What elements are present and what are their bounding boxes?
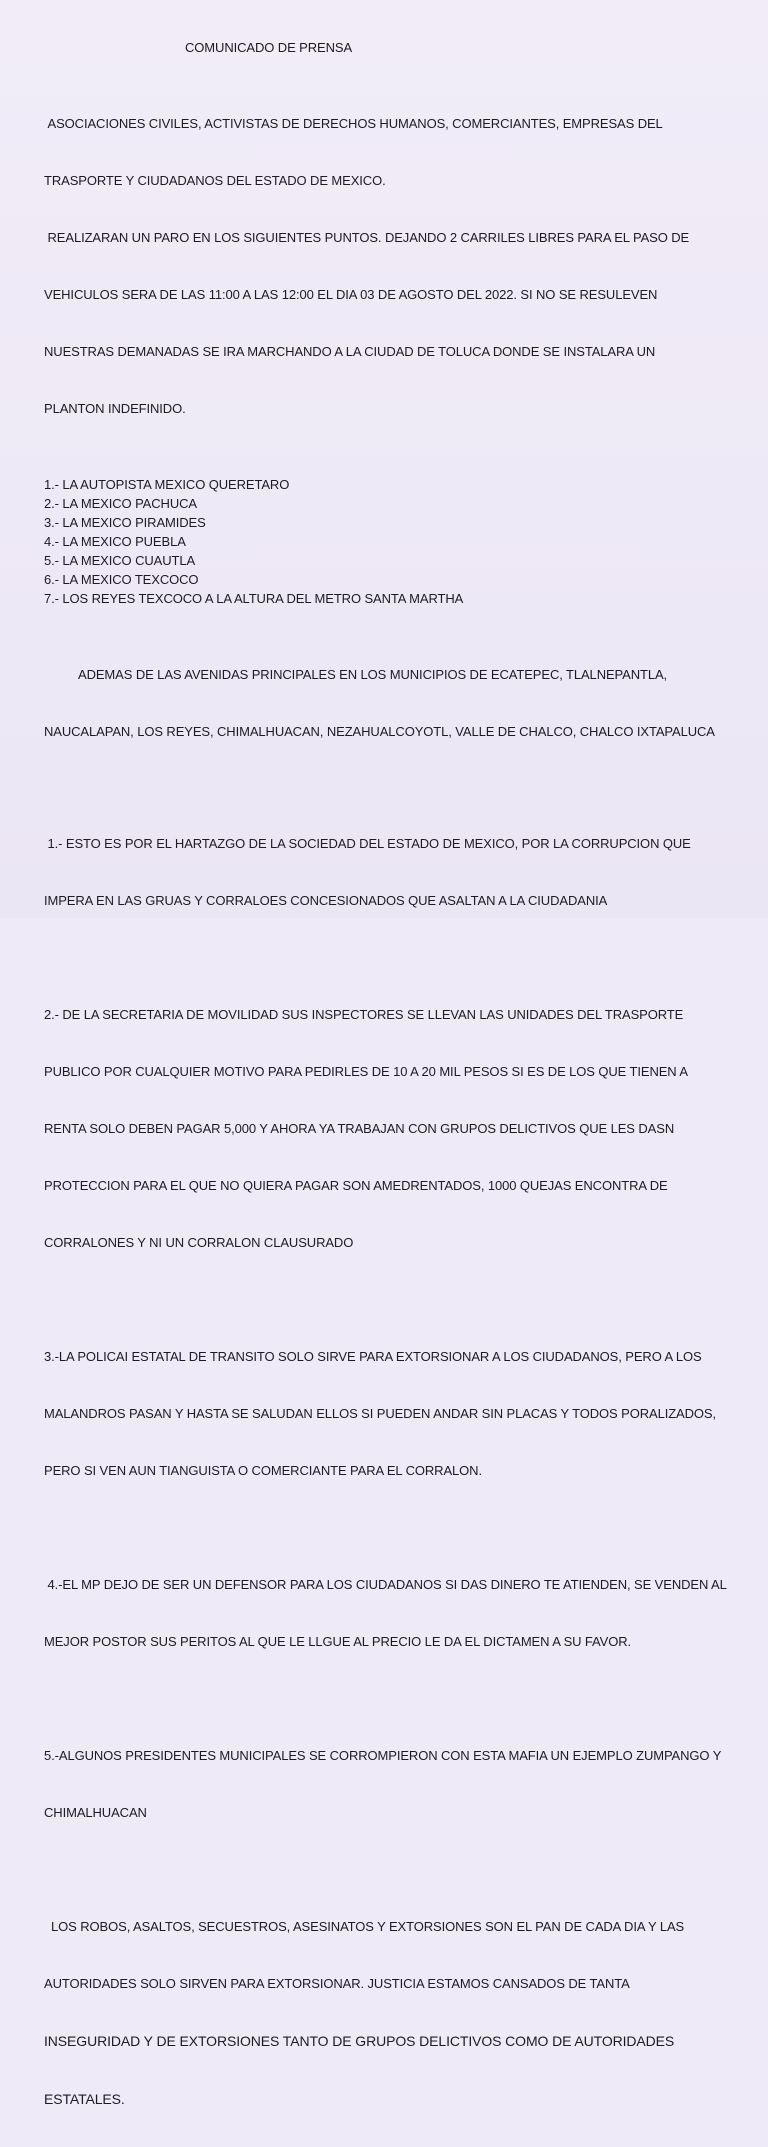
closing-line: ESTATALES. — [44, 2091, 125, 2107]
avenidas-paragraph — [44, 627, 738, 779]
demand-line: PROTECCION PARA EL QUE NO QUIERA PAGAR SON AMEDRENTADOS, 1000 QUEJAS ENCONTRA DE — [44, 1178, 668, 1193]
avenidas-line: NAUCALAPAN, LOS REYES, CHIMALHUACAN, NEZAHUALCOYOTL, VALLE DE CHALCO, CHALCO IXTAPALUCA — [44, 724, 715, 739]
demand-3-paragraph — [44, 1309, 738, 1518]
intro-line: TRASPORTE Y CIUDADANOS DEL ESTADO DE MEXICO. — [44, 173, 386, 188]
demand-5-paragraph — [44, 1708, 738, 1860]
demand-line: 3.-LA POLICAI ESTATAL DE TRANSITO SOLO SIRVE PARA EXTORSIONAR A LOS CIUDADANOS, PERO A LOS — [44, 1349, 702, 1364]
closing-line: LOS ROBOS, ASALTOS, SECUESTROS, ASESINATOS Y EXTORSIONES SON EL PAN DE CADA DIA Y LAS — [44, 1919, 685, 1934]
demand-line: 4.-EL MP DEJO DE SER UN DEFENSOR PARA LOS CIUDADANOS SI DAS DINERO TE ATIENDEN, SE VENDEN AL — [44, 1577, 727, 1592]
demand-line: IMPERA EN LAS GRUAS Y CORRALOES CONCESIONADOS QUE ASALTAN A LA CIUDADANIA — [44, 893, 608, 908]
list-item: 5.- LA MEXICO CUAUTLA — [44, 553, 196, 568]
list-item: 3.- LA MEXICO PIRAMIDES — [44, 515, 206, 530]
list-item: 7.- LOS REYES TEXCOCO A LA ALTURA DEL METRO SANTA MARTHA — [44, 591, 464, 606]
demand-line: 1.- ESTO ES POR EL HARTAZGO DE LA SOCIEDAD DEL ESTADO DE MEXICO, POR LA CORRUPCION QUE — [44, 836, 691, 851]
demand-1-paragraph — [44, 796, 738, 948]
demand-line: MALANDROS PASAN Y HASTA SE SALUDAN ELLOS SI PUEDEN ANDAR SIN PLACAS Y TODOS PORALIZADOS, — [44, 1406, 716, 1421]
intro-paragraph — [44, 76, 738, 456]
demand-line: MEJOR POSTOR SUS PERITOS AL QUE LE LLGUE AL PRECIO LE DA EL DICTAMEN A SU FAVOR. — [44, 1634, 632, 1649]
blockade-points-list — [44, 475, 738, 608]
closing-line: AUTORIDADES SOLO SIRVEN PARA EXTORSIONAR. JUSTICIA ESTAMOS CANSADOS DE TANTA — [44, 1976, 630, 1991]
avenidas-line: ADEMAS DE LAS AVENIDAS PRINCIPALES EN LOS MUNICIPIOS DE ECATEPEC, TLALNEPANTLA, — [78, 667, 668, 682]
closing-paragraph — [44, 1879, 738, 2147]
demand-line: CHIMALHUACAN — [44, 1805, 147, 1820]
list-item: 6.- LA MEXICO TEXCOCO — [44, 572, 199, 587]
demand-line: 2.- DE LA SECRETARIA DE MOVILIDAD SUS INSPECTORES SE LLEVAN LAS UNIDADES DEL TRASPORTE — [44, 1007, 684, 1022]
intro-line: REALIZARAN UN PARO EN LOS SIGUIENTES PUNTOS. DEJANDO 2 CARRILES LIBRES PARA EL PASO DE — [44, 230, 690, 245]
demand-line: PERO SI VEN AUN TIANGUISTA O COMERCIANTE PARA EL CORRALON. — [44, 1463, 482, 1478]
closing-line: INSEGURIDAD Y DE EXTORSIONES TANTO DE GRUPOS DELICTIVOS COMO DE AUTORIDADES — [44, 2033, 675, 2049]
intro-line: PLANTON INDEFINIDO. — [44, 401, 186, 416]
demand-2-paragraph — [44, 967, 738, 1290]
demand-line: CORRALONES Y NI UN CORRALON CLAUSURADO — [44, 1235, 354, 1250]
demand-4-paragraph — [44, 1537, 738, 1689]
demand-line: RENTA SOLO DEBEN PAGAR 5,000 Y AHORA YA TRABAJAN CON GRUPOS DELICTIVOS QUE LES DASN — [44, 1121, 675, 1136]
document-title: COMUNICADO DE PRENSA — [185, 40, 353, 55]
list-item: 4.- LA MEXICO PUEBLA — [44, 534, 186, 549]
list-item: 2.- LA MEXICO PACHUCA — [44, 496, 197, 511]
demand-line: 5.-ALGUNOS PRESIDENTES MUNICIPALES SE CORROMPIERON CON ESTA MAFIA UN EJEMPLO ZUMPANGO Y — [44, 1748, 722, 1763]
list-item: 1.- LA AUTOPISTA MEXICO QUERETARO — [44, 477, 290, 492]
intro-line: ASOCIACIONES CIVILES, ACTIVISTAS DE DERECHOS HUMANOS, COMERCIANTES, EMPRESAS DEL — [44, 116, 663, 131]
intro-line: NUESTRAS DEMANADAS SE IRA MARCHANDO A LA CIUDAD DE TOLUCA DONDE SE INSTALARA UN — [44, 344, 656, 359]
intro-line: VEHICULOS SERA DE LAS 11:00 A LAS 12:00 EL DIA 03 DE AGOSTO DEL 2022. SI NO SE RESULEVEN — [44, 287, 658, 302]
demand-line: PUBLICO POR CUALQUIER MOTIVO PARA PEDIRLES DE 10 A 20 MIL PESOS SI ES DE LOS QUE TIENEN A — [44, 1064, 688, 1079]
